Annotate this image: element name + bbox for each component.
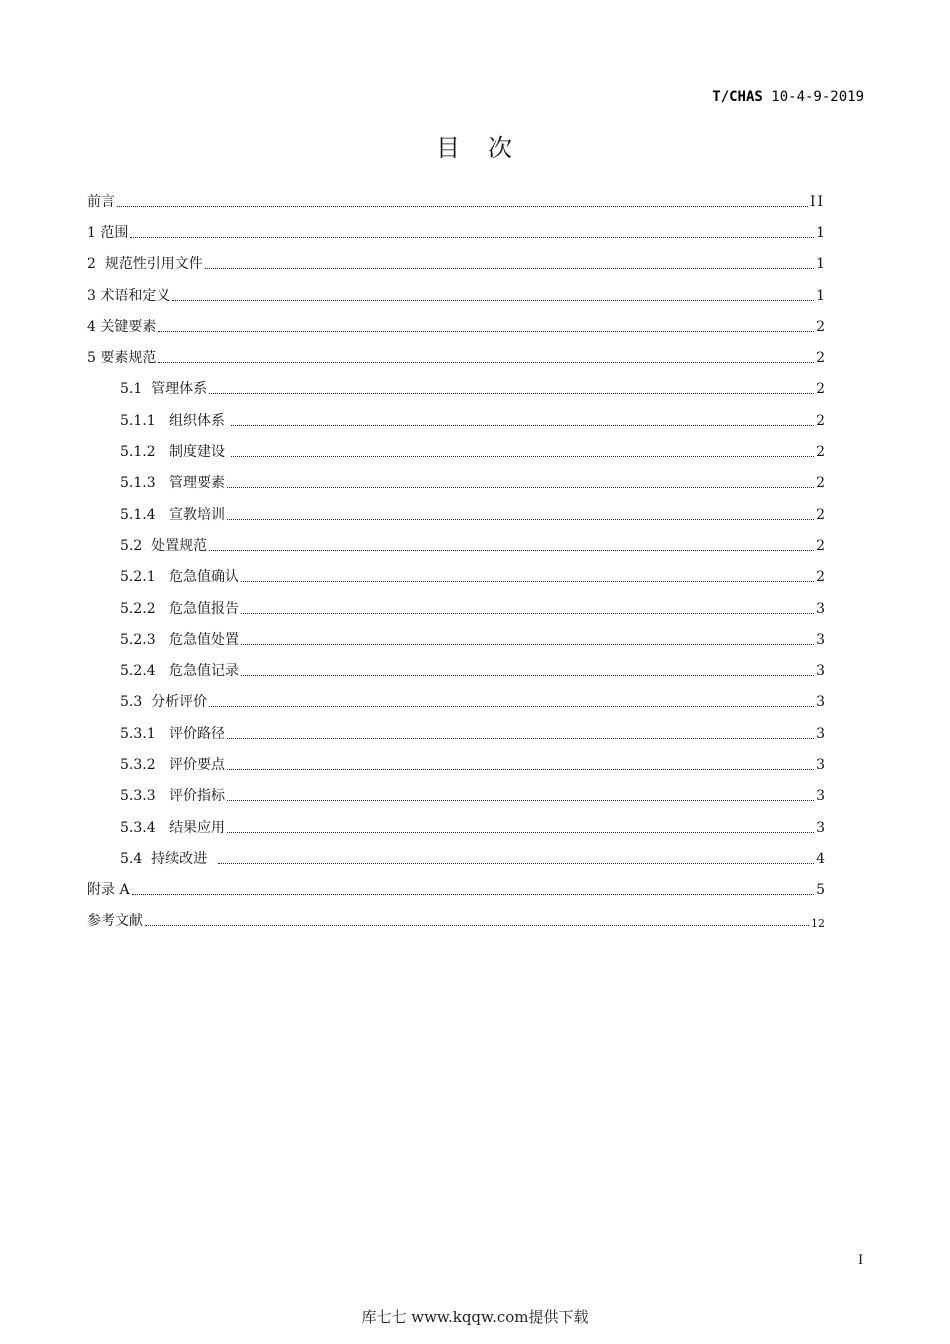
toc-entry-number: 5.2.3: [120, 631, 169, 648]
toc-entry[interactable]: [87, 342, 825, 373]
toc-dot-leader: [227, 799, 814, 801]
toc-entry-number: 3: [87, 287, 101, 304]
toc-entry-page: 3: [816, 819, 825, 836]
toc-entry[interactable]: [87, 186, 825, 217]
toc-entry-page: 2: [816, 537, 825, 554]
toc-entry-number: 5.1: [120, 381, 152, 398]
toc-entry[interactable]: [87, 249, 825, 280]
toc-entry-label: 规范性引用文件: [104, 256, 203, 273]
toc-dot-leader: [241, 612, 814, 614]
toc-entry-label: 评价要点: [168, 756, 225, 773]
toc-dot-leader: [241, 643, 814, 645]
toc-entry-label: 评价指标: [168, 788, 225, 805]
toc-dot-leader: [227, 831, 814, 833]
toc-entry-number: 5.3.3: [120, 788, 169, 805]
toc-dot-leader: [218, 862, 814, 864]
toc-entry-label: 范围: [100, 224, 129, 241]
toc-entry-number: 5.3.4: [120, 819, 169, 836]
toc-dot-leader: [227, 768, 814, 770]
toc-entry-page: 3: [816, 631, 825, 648]
standard-code: [712, 89, 864, 105]
toc-entry[interactable]: [87, 280, 825, 311]
toc-entry-number: 5.1.2: [120, 444, 169, 461]
toc-entry[interactable]: [87, 655, 825, 686]
toc-entry-number: 5.1.4: [120, 506, 169, 523]
toc-entry[interactable]: [87, 217, 825, 248]
toc-entry-number: 2: [87, 256, 105, 273]
toc-entry-page: 4: [816, 850, 825, 867]
toc-entry-number: 5.2.4: [120, 663, 169, 680]
toc-entry-number: 4: [87, 318, 101, 335]
toc-entry-number: 5.3.1: [120, 725, 169, 742]
toc-entry-page: II: [809, 193, 825, 210]
toc-entry-label: 制度建设: [168, 444, 230, 461]
toc-entry-page: 1: [816, 256, 825, 273]
standard-code-number: 10-4-9-2019: [771, 89, 864, 105]
toc-dot-leader: [231, 424, 814, 426]
toc-entry-label: 危急值处置: [168, 631, 239, 648]
toc-entry[interactable]: [87, 687, 825, 718]
toc-entry-page: 2: [816, 506, 825, 523]
toc-entry-label: 宣教培训: [168, 506, 225, 523]
toc-entry[interactable]: [87, 843, 825, 874]
toc-entry-label: 结果应用: [168, 819, 225, 836]
toc-entry-label: 管理要素: [168, 475, 225, 492]
toc-title-part1: 目: [436, 134, 462, 162]
toc-entry[interactable]: [87, 624, 825, 655]
toc-dot-leader: [145, 924, 809, 926]
toc-entry[interactable]: [87, 781, 825, 812]
toc-entry-page: 1: [816, 287, 825, 304]
toc-entry-label: 危急值报告: [168, 600, 239, 617]
toc-dot-leader: [205, 267, 814, 269]
toc-entry[interactable]: [87, 812, 825, 843]
toc-entry[interactable]: [87, 311, 825, 342]
toc-entry-number: 5.3.2: [120, 756, 169, 773]
toc-entry-label: 组织体系: [168, 412, 230, 429]
toc-entry-page: 3: [816, 756, 825, 773]
toc-dot-leader: [241, 580, 814, 582]
toc-entry-label: 危急值记录: [168, 663, 239, 680]
toc-entry[interactable]: [87, 436, 825, 467]
toc-entry-page: 3: [816, 600, 825, 617]
toc-entry-page: 2: [816, 350, 825, 367]
toc-entry[interactable]: [87, 499, 825, 530]
toc-entry-label: 分析评价: [151, 694, 208, 711]
toc-entry[interactable]: [87, 530, 825, 561]
toc-title-part2: 次: [488, 134, 514, 162]
toc-entry-label: 持续改进: [151, 850, 217, 867]
toc-entry-page: 3: [816, 694, 825, 711]
toc-entry-label: 要素规范: [100, 350, 157, 367]
standard-code-prefix: T/CHAS: [712, 89, 763, 105]
toc-entry-page: 2: [816, 444, 825, 461]
toc-entry[interactable]: [87, 374, 825, 405]
toc-entry-page: 2: [816, 381, 825, 398]
toc-entry-label: 危急值确认: [168, 569, 239, 586]
toc-entry[interactable]: [87, 906, 825, 937]
toc-entry-label: 关键要素: [100, 318, 157, 335]
toc-dot-leader: [227, 518, 814, 520]
toc-dot-leader: [158, 330, 814, 332]
toc-entry[interactable]: [87, 593, 825, 624]
toc-entry[interactable]: [87, 562, 825, 593]
toc-dot-leader: [241, 674, 814, 676]
toc-dot-leader: [130, 236, 814, 238]
toc-entry-number: 5.2.2: [120, 600, 169, 617]
toc-entry[interactable]: [87, 468, 825, 499]
toc-entry-number: 5.2.1: [120, 569, 169, 586]
toc-entry-label: 评价路径: [168, 725, 225, 742]
toc-dot-leader: [209, 705, 814, 707]
toc-entry[interactable]: [87, 718, 825, 749]
toc-entry[interactable]: [87, 405, 825, 436]
toc-dot-leader: [231, 455, 814, 457]
toc-dot-leader: [227, 486, 814, 488]
toc-dot-leader: [209, 549, 814, 551]
toc-entry-page: 3: [816, 788, 825, 805]
toc-entry-page: 2: [816, 412, 825, 429]
toc-entry-page: 12: [811, 916, 825, 930]
toc-dot-leader: [132, 893, 815, 895]
toc-entry-page: 2: [816, 569, 825, 586]
toc-entry-number: 5.2: [120, 537, 152, 554]
toc-entry-page: 3: [816, 663, 825, 680]
toc-entry-page: 2: [816, 475, 825, 492]
toc-dot-leader: [172, 299, 814, 301]
table-of-contents: [87, 186, 825, 937]
toc-dot-leader: [209, 392, 814, 394]
download-watermark: 库七七 www.kqqw.com提供下载: [361, 1308, 589, 1326]
toc-entry-page: 3: [816, 725, 825, 742]
toc-entry-number: 5.1.1: [120, 412, 169, 429]
toc-entry-label: 前言: [87, 193, 115, 210]
toc-entry-label: 附录 A: [87, 882, 130, 899]
toc-entry-number: 5.1.3: [120, 475, 169, 492]
toc-entry-number: 5.4: [120, 850, 152, 867]
toc-title: [0, 128, 950, 163]
toc-entry-number: 1: [87, 224, 101, 241]
toc-entry[interactable]: [87, 749, 825, 780]
toc-entry-page: 2: [816, 318, 825, 335]
toc-entry-label: 术语和定义: [100, 287, 171, 304]
toc-entry-number: 5.3: [120, 694, 152, 711]
toc-entry-label: 处置规范: [151, 537, 208, 554]
toc-dot-leader: [158, 361, 814, 363]
toc-dot-leader: [117, 205, 808, 207]
page-number: I: [858, 1253, 864, 1268]
toc-entry-label: 管理体系: [151, 381, 208, 398]
toc-entry-number: 5: [87, 350, 101, 367]
toc-entry-label: 参考文献: [87, 913, 143, 930]
toc-dot-leader: [227, 737, 814, 739]
toc-entry-page: 1: [816, 224, 825, 241]
toc-entry-page: 5: [816, 882, 825, 899]
toc-entry[interactable]: [87, 875, 825, 906]
